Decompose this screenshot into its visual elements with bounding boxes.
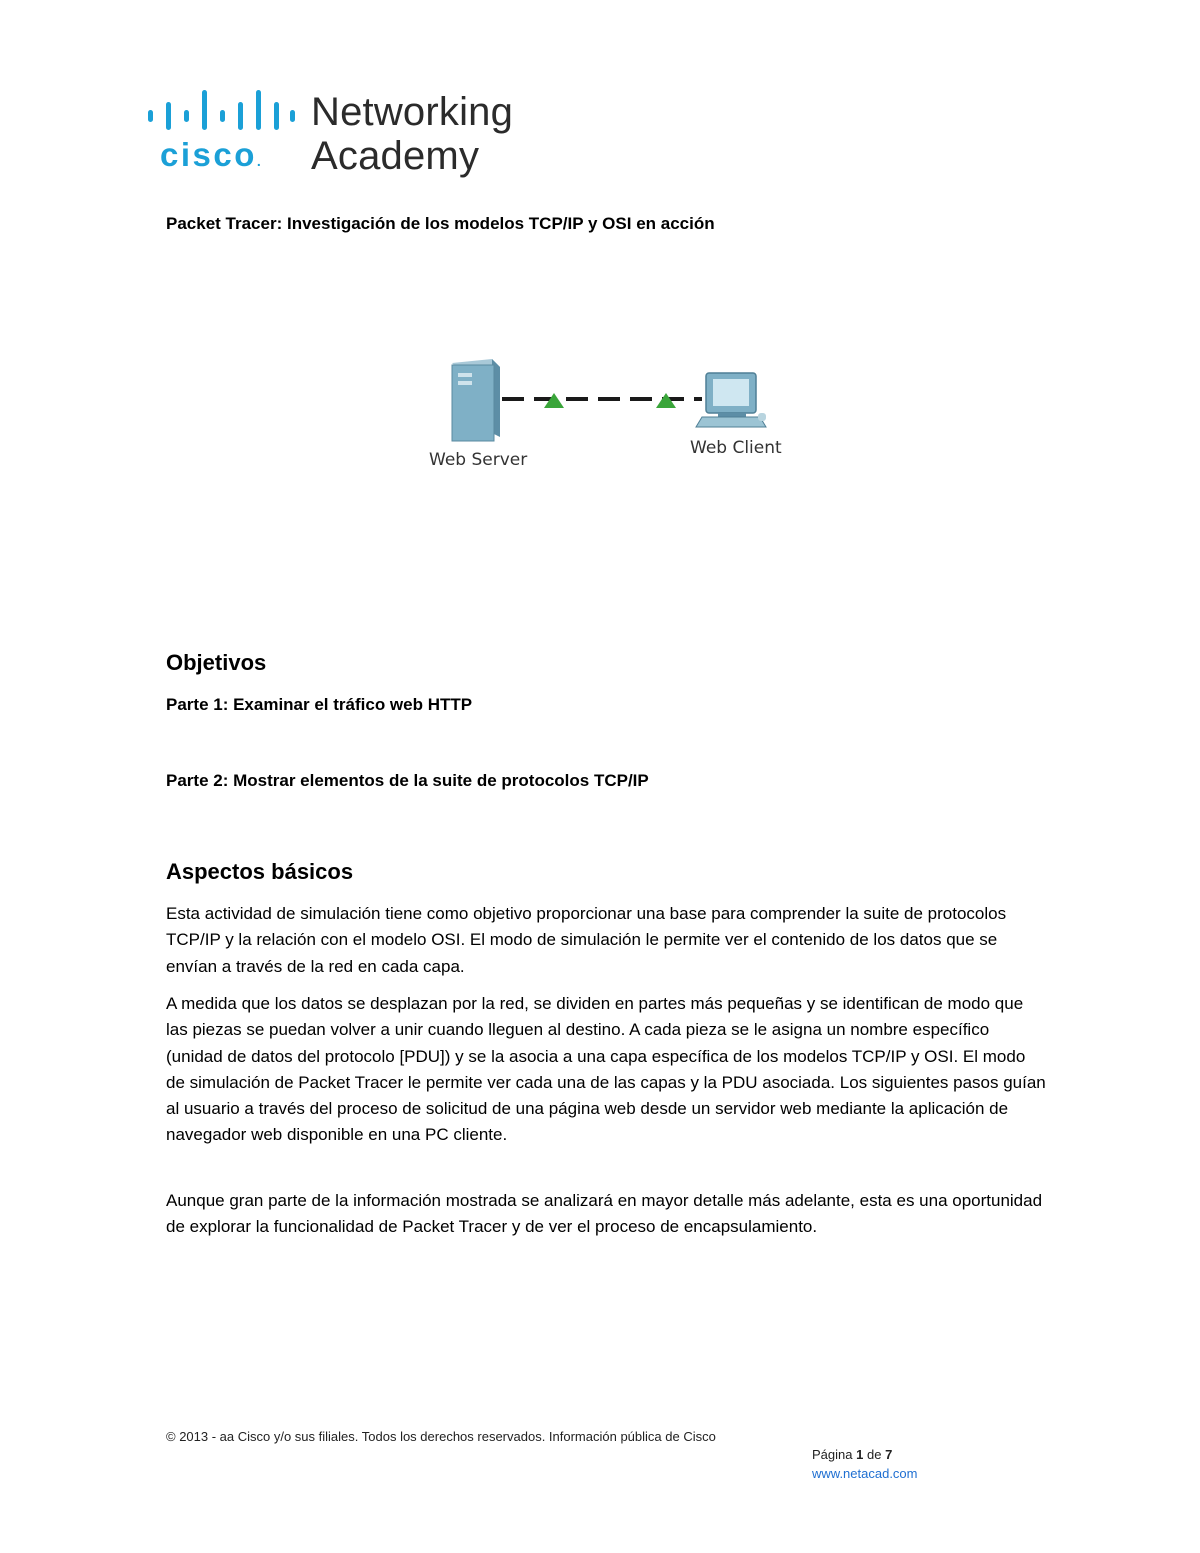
network-link bbox=[502, 393, 702, 408]
logo-title-line1: Networking bbox=[311, 90, 514, 134]
background-paragraph-1: Esta actividad de simulación tiene como objetivo proporcionar una base para comprender la suite de protocolos TCP/IP y la relación con el modelo OSI. El modo de simulación le permite ver el contenido de los datos que se envían a través de la red en cada capa. bbox=[166, 904, 1007, 976]
pc-icon bbox=[696, 373, 766, 427]
background-heading: Aspectos básicos bbox=[166, 859, 354, 884]
document-title: Packet Tracer: Investigación de los modelos TCP/IP y OSI en acción bbox=[166, 214, 715, 233]
footer-copyright: © 2013 - aa Cisco y/o sus filiales. Todos los derechos reservados. Información pública de Cisco bbox=[166, 1429, 716, 1444]
client-label: Web Client bbox=[690, 438, 782, 458]
server-label: Web Server bbox=[429, 450, 528, 470]
cisco-wordmark: cisco. bbox=[160, 136, 261, 173]
server-icon bbox=[452, 359, 500, 441]
page-number: Página 1 de 7 bbox=[812, 1447, 893, 1462]
background-paragraph-3: Aunque gran parte de la información mostrada se analizará en mayor detalle más adelante, esta es una oportunidad de explorar la funcionalidad de Packet Tracer y de ver el proceso de encapsulamiento. bbox=[166, 1191, 1043, 1237]
networking-academy-title bbox=[311, 90, 513, 178]
logo-title-line2: Academy bbox=[311, 134, 480, 178]
netacad-link[interactable]: www.netacad.com bbox=[812, 1466, 918, 1481]
background-paragraph-2: A medida que los datos se desplazan por la red, se dividen en partes más pequeñas y se identifican de modo que las piezas se puedan volver a unir cuando lleguen al destino. A cada pieza se le asigna un nombre específico (unidad de datos del protocolo [PDU]) y se la asocia a una capa específica de los modelos TCP/IP y OSI. El modo de simulación de Packet Tracer le permite ver cada una de las capas y la PDU asociada. Los siguientes pasos guían al usuario a través del proceso de solicitud de una página web desde un servidor web mediante la aplicación de navegador web disponible en una PC cliente. bbox=[166, 994, 1046, 1145]
cisco-logo bbox=[146, 88, 536, 180]
objectives-heading: Objetivos bbox=[166, 650, 267, 675]
objective-part-1: Parte 1: Examinar el tráfico web HTTP bbox=[166, 695, 473, 714]
objective-part-2: Parte 2: Mostrar elementos de la suite de protocolos TCP/IP bbox=[166, 771, 649, 790]
cisco-bars-icon bbox=[146, 88, 296, 138]
topology-diagram bbox=[420, 355, 790, 480]
